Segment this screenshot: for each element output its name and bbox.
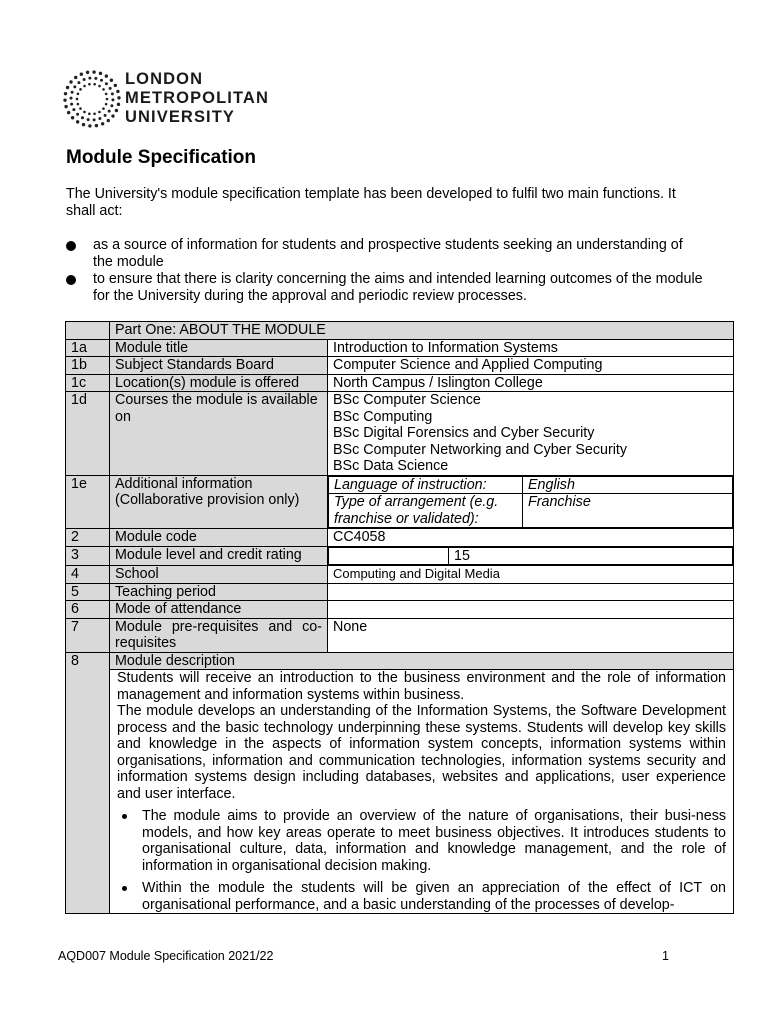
description-list <box>117 808 726 913</box>
list-item: Within the module the students will be given an appreciation of the effect of ICT on organisational performance, and a basic understanding of the processes of develop- <box>117 880 726 913</box>
table-row <box>66 546 734 566</box>
row-label: Module pre-requisites and co-requisites <box>110 618 328 652</box>
row-label: Module title <box>110 339 328 357</box>
logo-line-3: UNIVERSITY <box>125 108 236 126</box>
bullet-icon <box>66 275 76 285</box>
row-number: 4 <box>66 566 110 584</box>
teaching-period-value <box>328 583 734 601</box>
course-item: BSc Data Science <box>333 458 449 474</box>
page-number: 1 <box>662 949 669 963</box>
module-title-value: Introduction to Information Systems <box>328 339 734 357</box>
table-row <box>66 475 734 529</box>
intro-paragraph: The University's module specification template has been developed to fulfil two main functions. It shall act: <box>66 186 676 219</box>
row-number: 7 <box>66 618 110 652</box>
additional-info-table <box>328 476 733 529</box>
logo-line-1: LONDON <box>125 70 204 88</box>
row-number: 8 <box>66 652 110 914</box>
row-number: 1e <box>66 475 110 529</box>
module-description <box>110 670 734 914</box>
table-row <box>66 392 734 476</box>
university-logo <box>63 70 288 128</box>
prerequisites-value: None <box>328 618 734 652</box>
row-label: School <box>110 566 328 584</box>
row-label: Additional information (Collaborative provision only) <box>110 475 328 529</box>
row-number: 2 <box>66 529 110 547</box>
level-value <box>329 547 449 565</box>
location-value: North Campus / Islington College <box>328 374 734 392</box>
row-label: Courses the module is available on <box>110 392 328 476</box>
purpose-list <box>66 237 706 305</box>
bullet-icon <box>66 241 76 251</box>
course-item: BSc Computer Networking and Cyber Security <box>333 441 628 458</box>
table-row <box>66 652 734 670</box>
row-label: Module level and credit rating <box>110 546 328 566</box>
logo-wordmark <box>125 70 269 127</box>
table-row <box>66 357 734 375</box>
logo-line-2: METROPOLITAN <box>125 89 269 107</box>
table-row <box>66 374 734 392</box>
arrangement-label: Type of arrangement (e.g. franchise or validated): <box>329 494 523 528</box>
row-number: 1a <box>66 339 110 357</box>
list-item: as a source of information for students and prospective students seeking an understanding of the module <box>66 237 706 271</box>
table-row <box>66 601 734 619</box>
course-item: BSc Computer Science <box>333 392 481 408</box>
table-row <box>66 529 734 547</box>
row-label: Module code <box>110 529 328 547</box>
list-item: to ensure that there is clarity concerning the aims and intended learning outcomes of the module for the University during the approval and periodic review processes. <box>66 271 706 305</box>
table-row <box>66 618 734 652</box>
language-value: English <box>523 476 733 494</box>
table-row <box>66 566 734 584</box>
part-header: Part One: ABOUT THE MODULE <box>110 322 734 340</box>
description-paragraph: The module develops an understanding of the Information Systems, the Software Development process and the basic technology underpinning these systems. Students will develop key skills and knowledge in the aspects of information system concepts, information systems within organisations, information and communication technologies, information systems security and information systems design including databases, websites and applications, user experience and user interface. <box>117 703 726 802</box>
row-number: 6 <box>66 601 110 619</box>
row-label: Mode of attendance <box>110 601 328 619</box>
module-spec-table <box>65 321 734 914</box>
standards-board-value: Computer Science and Applied Computing <box>328 357 734 375</box>
table-row <box>66 339 734 357</box>
row-number: 1c <box>66 374 110 392</box>
course-item: BSc Computing <box>333 408 433 425</box>
dot-ring-icon <box>63 70 121 128</box>
courses-value <box>328 392 734 476</box>
school-value: Computing and Digital Media <box>328 566 734 584</box>
table-row <box>66 322 734 340</box>
level-credit-cell <box>328 546 734 566</box>
bullet-icon <box>122 886 127 891</box>
description-paragraph: Students will receive an introduction to the business environment and the role of information management and information systems within business. <box>117 670 726 703</box>
language-label: Language of instruction: <box>329 476 523 494</box>
row-label: Module description <box>110 652 734 670</box>
row-number: 5 <box>66 583 110 601</box>
bullet-icon <box>122 814 127 819</box>
row-number: 3 <box>66 546 110 566</box>
row-label: Location(s) module is offered <box>110 374 328 392</box>
course-item: BSc Digital Forensics and Cyber Security <box>333 425 595 441</box>
row-label: Teaching period <box>110 583 328 601</box>
row-label: Subject Standards Board <box>110 357 328 375</box>
page-title: Module Specification <box>66 147 257 168</box>
arrangement-value: Franchise <box>523 494 733 528</box>
footer-document-id: AQD007 Module Specification 2021/22 <box>58 949 274 963</box>
additional-info-cell <box>328 475 734 529</box>
table-row <box>66 670 734 914</box>
list-item: The module aims to provide an overview of the nature of organisations, their busi-ness models, and how key areas operate to meet business objectives. It introduces students to organisational culture, data, information and knowledge management, and the role of information in organisational decision making. <box>117 808 726 874</box>
table-row <box>66 583 734 601</box>
row-number: 1b <box>66 357 110 375</box>
module-code-value: CC4058 <box>328 529 734 547</box>
attendance-value <box>328 601 734 619</box>
credit-value: 15 <box>449 547 733 565</box>
row-number: 1d <box>66 392 110 476</box>
